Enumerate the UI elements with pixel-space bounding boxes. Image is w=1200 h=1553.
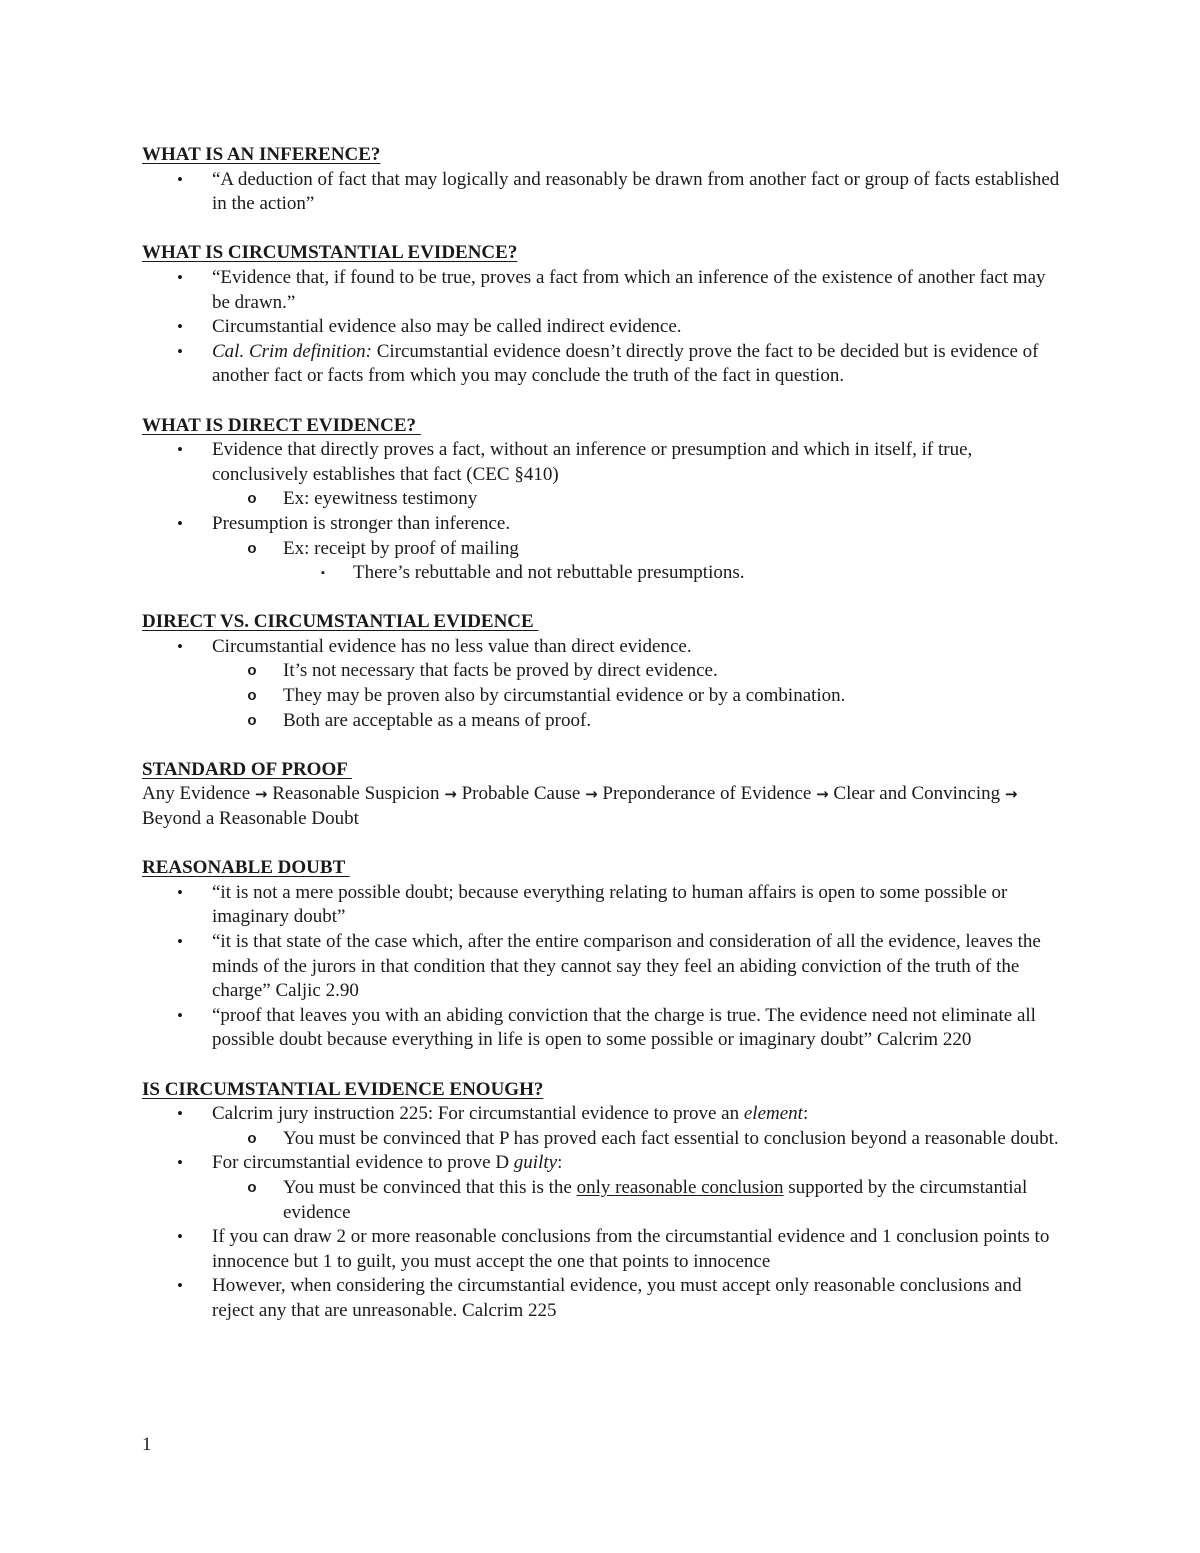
list-item: • “Evidence that, if found to be true, proves a fact from which an inference of the existence of another fact may be drawn.” <box>142 266 1062 315</box>
circle-bullet-icon: o <box>247 539 257 557</box>
page-number: 1 <box>142 1434 152 1455</box>
bullet-icon: • <box>177 513 183 533</box>
bullet-icon: • <box>177 1104 183 1124</box>
circle-bullet-icon: o <box>247 490 257 508</box>
sub-list-item: o Ex: receipt by proof of mailing ▪ There’s rebuttable and not rebuttable presumptions. <box>212 537 1062 586</box>
section-inference <box>142 143 1062 217</box>
bullet-icon: • <box>177 1005 183 1025</box>
section-direct-vs-circumstantial <box>142 610 1062 733</box>
list-item: • Cal. Crim definition: Circumstantial evidence doesn’t directly prove the fact to be decided but is evidence of another fact or facts from which you may conclude the truth of the fact in question. <box>142 340 1062 389</box>
circle-bullet-icon: o <box>247 687 257 705</box>
section-heading: STANDARD OF PROOF <box>142 758 352 780</box>
section-heading: IS CIRCUMSTANTIAL EVIDENCE ENOUGH? <box>142 1078 544 1100</box>
document-page <box>142 143 1062 1348</box>
sub-list-item: o It’s not necessary that facts be proved by direct evidence. <box>212 659 1062 684</box>
list-item: • Evidence that directly proves a fact, without an inference or presumption and which in itself, if true, conclusively establishes that fact (CEC §410) o Ex: eyewitness testimony <box>142 438 1062 512</box>
section-heading: DIRECT VS. CIRCUMSTANTIAL EVIDENCE <box>142 611 539 633</box>
bullet-icon: • <box>177 932 183 951</box>
section-heading: REASONABLE DOUBT <box>142 857 350 879</box>
section-standard-of-proof <box>142 758 1062 832</box>
circle-bullet-icon: o <box>247 711 257 729</box>
sub-sub-list-item: ▪ There’s rebuttable and not rebuttable presumptions. <box>283 561 1062 586</box>
sub-list-item: o Ex: eyewitness testimony <box>212 487 1062 512</box>
arrow-right-icon: → <box>1004 785 1018 804</box>
list-item: • Presumption is stronger than inference. o Ex: receipt by proof of mailing ▪ There’s rebuttable and not rebuttable presumptions. <box>142 512 1062 586</box>
list-item: • Circumstantial evidence also may be called indirect evidence. <box>142 315 1062 340</box>
section-heading: WHAT IS AN INFERENCE? <box>142 144 381 165</box>
list-item: • “it is not a mere possible doubt; because everything relating to human affairs is open to some possible or imaginary doubt” <box>142 881 1062 930</box>
standard-of-proof-chain: Any Evidence → Reasonable Suspicion → Probable Cause → Preponderance of Evidence → Clear and Convincing → Beyond a Reasonable Doubt <box>142 783 1018 830</box>
bullet-icon: • <box>177 636 183 656</box>
bullet-icon: • <box>177 1153 183 1173</box>
arrow-right-icon: → <box>585 785 598 804</box>
section-heading: WHAT IS DIRECT EVIDENCE? <box>142 414 421 436</box>
sub-list-item: o You must be convinced that this is the only reasonable conclusion supported by the circumstantial evidence <box>212 1176 1062 1225</box>
bullet-icon: • <box>177 882 183 902</box>
sub-list-item: o You must be convinced that P has proved each fact essential to conclusion beyond a reasonable doubt. <box>212 1127 1062 1152</box>
list-item: • For circumstantial evidence to prove D guilty: o You must be convinced that this is the only reasonable conclusion supported by the circumstantial evidence <box>142 1151 1062 1225</box>
list-item: • “A deduction of fact that may logically and reasonably be drawn from another fact or group of facts established in the action” <box>142 168 1062 217</box>
list-item: • Calcrim jury instruction 225: For circumstantial evidence to prove an element: o You must be convinced that P has proved each fact essential to conclusion beyond a reasonable doubt. <box>142 1102 1062 1151</box>
bullet-icon: • <box>177 440 183 460</box>
bullet-icon: • <box>177 317 183 337</box>
bullet-icon: • <box>177 169 183 189</box>
bullet-icon: • <box>177 341 183 361</box>
circle-bullet-icon: o <box>247 662 257 680</box>
section-heading: WHAT IS CIRCUMSTANTIAL EVIDENCE? <box>142 242 518 264</box>
section-circumstantial <box>142 241 1062 389</box>
circle-bullet-icon: o <box>247 1129 257 1147</box>
circle-bullet-icon: o <box>247 1178 257 1196</box>
arrow-right-icon: → <box>444 785 457 804</box>
square-bullet-icon: ▪ <box>321 567 325 580</box>
arrow-right-icon: → <box>816 785 829 804</box>
list-item: • “proof that leaves you with an abiding conviction that the charge is true. The evidence need not eliminate all possible doubt because everything in life is open to some possible or imaginary doubt” Calcrim 220 <box>142 1004 1062 1053</box>
bullet-icon: • <box>177 1227 183 1247</box>
list-item: • Circumstantial evidence has no less value than direct evidence. o It’s not necessary that facts be proved by direct evidence. o They may be proven also by circumstantial evidence or by a combination. o Both are acceptable as a means of proof. <box>142 635 1062 733</box>
section-direct <box>142 414 1062 586</box>
sub-list-item: o Both are acceptable as a means of proof. <box>212 709 1062 734</box>
section-reasonable-doubt <box>142 856 1062 1053</box>
bullet-icon: • <box>177 267 183 287</box>
list-item: • “it is that state of the case which, after the entire comparison and consideration of all the evidence, leaves the minds of the jurors in that condition that they cannot say they feel an abiding conviction of the truth of the charge” Caljic 2.90 <box>142 930 1062 1004</box>
list-item: • If you can draw 2 or more reasonable conclusions from the circumstantial evidence and 1 conclusion points to innocence but 1 to guilt, you must accept the one that points to innocence <box>142 1225 1062 1274</box>
bullet-icon: • <box>177 1276 183 1296</box>
sub-list-item: o They may be proven also by circumstantial evidence or by a combination. <box>212 684 1062 709</box>
arrow-right-icon: → <box>254 785 268 804</box>
list-item: • However, when considering the circumstantial evidence, you must accept only reasonable conclusions and reject any that are unreasonable. Calcrim 225 <box>142 1274 1062 1323</box>
section-circumstantial-enough <box>142 1078 1062 1324</box>
